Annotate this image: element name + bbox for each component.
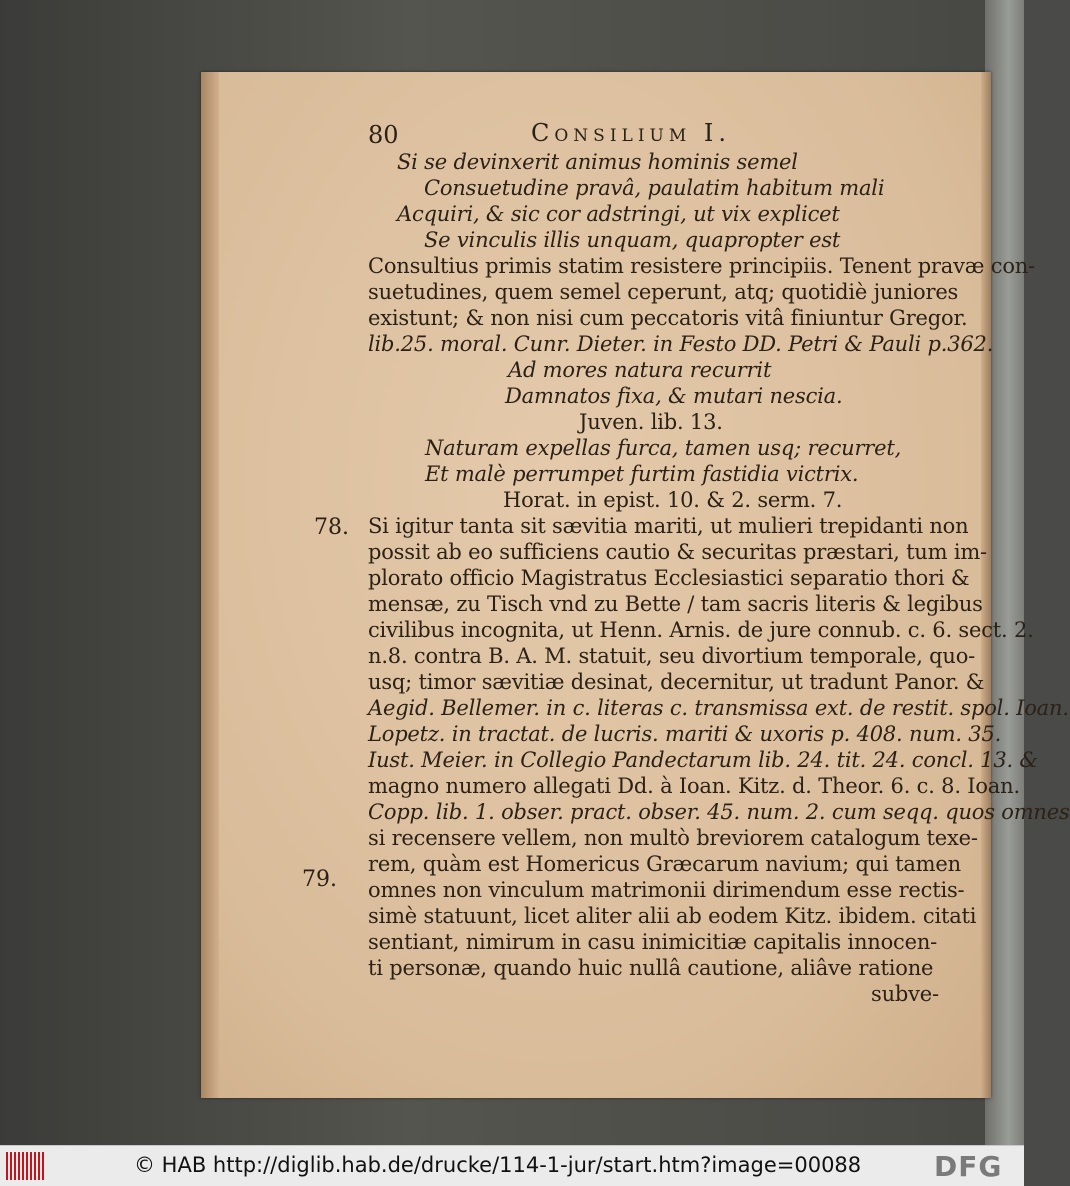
catchword: subve- <box>871 982 939 1006</box>
text-line-32: ti personæ, quando huic nullâ cautione, aliâve ratione <box>368 956 934 980</box>
text-line-17: plorato officio Magistratus Ecclesiastici separatio thori & <box>368 566 970 590</box>
page-number: 80 <box>368 121 399 149</box>
text-line-23: Lopetz. in tractat. de lucris. mariti & uxoris p. 408. num. 35. <box>368 722 1002 746</box>
book-page <box>201 72 1070 1098</box>
text-line-5: Consultius primis statim resistere principiis. Tenent pravæ con- <box>368 254 1035 278</box>
page-right-edge <box>981 72 991 1098</box>
copyright-link[interactable]: © HAB http://diglib.hab.de/drucke/114-1-jur/start.htm?image=00088 <box>134 1153 862 1177</box>
text-line-4: Se vinculis illis unquam, quapropter est <box>424 228 841 252</box>
text-line-30: simè statuunt, licet aliter alii ab eodem Kitz. ibidem. citati <box>368 904 977 928</box>
margin-number-78: 78. <box>314 515 349 540</box>
text-line-27: si recensere vellem, non multò breviorem catalogum texe- <box>368 826 978 850</box>
hab-logo-icon[interactable] <box>6 1152 46 1180</box>
page-gutter-shadow <box>201 72 219 1098</box>
text-line-11: Juven. lib. 13. <box>579 410 723 434</box>
text-line-16: possit ab eo sufficiens cautio & securitas præstari, tum im- <box>368 540 987 564</box>
text-line-15: Si igitur tanta sit sævitia mariti, ut mulieri trepidanti non <box>368 514 969 538</box>
text-line-22: Aegid. Bellemer. in c. literas c. transmissa ext. de restit. spol. Ioan. <box>368 696 1069 720</box>
text-line-21: usq; timor sævitiæ desinat, decernitur, ut tradunt Panor. & <box>368 670 985 694</box>
text-line-14: Horat. in epist. 10. & 2. serm. 7. <box>503 488 843 512</box>
text-line-6: suetudines, quem semel ceperunt, atq; quotidiè juniores <box>368 280 959 304</box>
viewer-footer <box>0 1145 1024 1186</box>
text-line-18: mensæ, zu Tisch vnd zu Bette / tam sacris literis & legibus <box>368 592 983 616</box>
running-title: Consilium I. <box>531 119 732 147</box>
text-line-28: rem, quàm est Homericus Græcarum navium; qui tamen <box>368 852 961 876</box>
text-line-20: n.8. contra B. A. M. statuit, seu divortium temporale, quo- <box>368 644 976 668</box>
text-line-1: Si se devinxerit animus hominis semel <box>397 150 798 174</box>
text-line-25: magno numero allegati Dd. à Ioan. Kitz. d. Theor. 6. c. 8. Ioan. <box>368 774 1020 798</box>
text-line-7: existunt; & non nisi cum peccatoris vitâ finiuntur Gregor. <box>368 306 968 330</box>
margin-number-79: 79. <box>302 867 337 892</box>
text-line-12: Naturam expellas furca, tamen usq; recurret, <box>425 436 902 460</box>
dfg-logo[interactable]: DFG <box>934 1150 1003 1183</box>
text-line-31: sentiant, nimirum in casu inimicitiæ capitalis innocen- <box>368 930 938 954</box>
text-line-2: Consuetudine pravâ, paulatim habitum mali <box>424 176 885 200</box>
text-line-9: Ad mores natura recurrit <box>508 358 772 382</box>
text-line-3: Acquiri, & sic cor adstringi, ut vix explicet <box>397 202 840 226</box>
text-line-13: Et malè perrumpet furtim fastidia victrix. <box>425 462 859 486</box>
text-line-24: Iust. Meier. in Collegio Pandectarum lib. 24. tit. 24. concl. 13. & <box>368 748 1038 772</box>
text-line-8: lib.25. moral. Cunr. Dieter. in Festo DD. Petri & Pauli p.362. <box>368 332 994 356</box>
text-line-26: Copp. lib. 1. obser. pract. obser. 45. num. 2. cum seqq. quos omnes <box>368 800 1070 824</box>
text-line-10: Damnatos fixa, & mutari nescia. <box>505 384 843 408</box>
text-line-19: civilibus incognita, ut Henn. Arnis. de jure connub. c. 6. sect. 2. <box>368 618 1034 642</box>
text-line-29: omnes non vinculum matrimonii dirimendum esse rectis- <box>368 878 965 902</box>
